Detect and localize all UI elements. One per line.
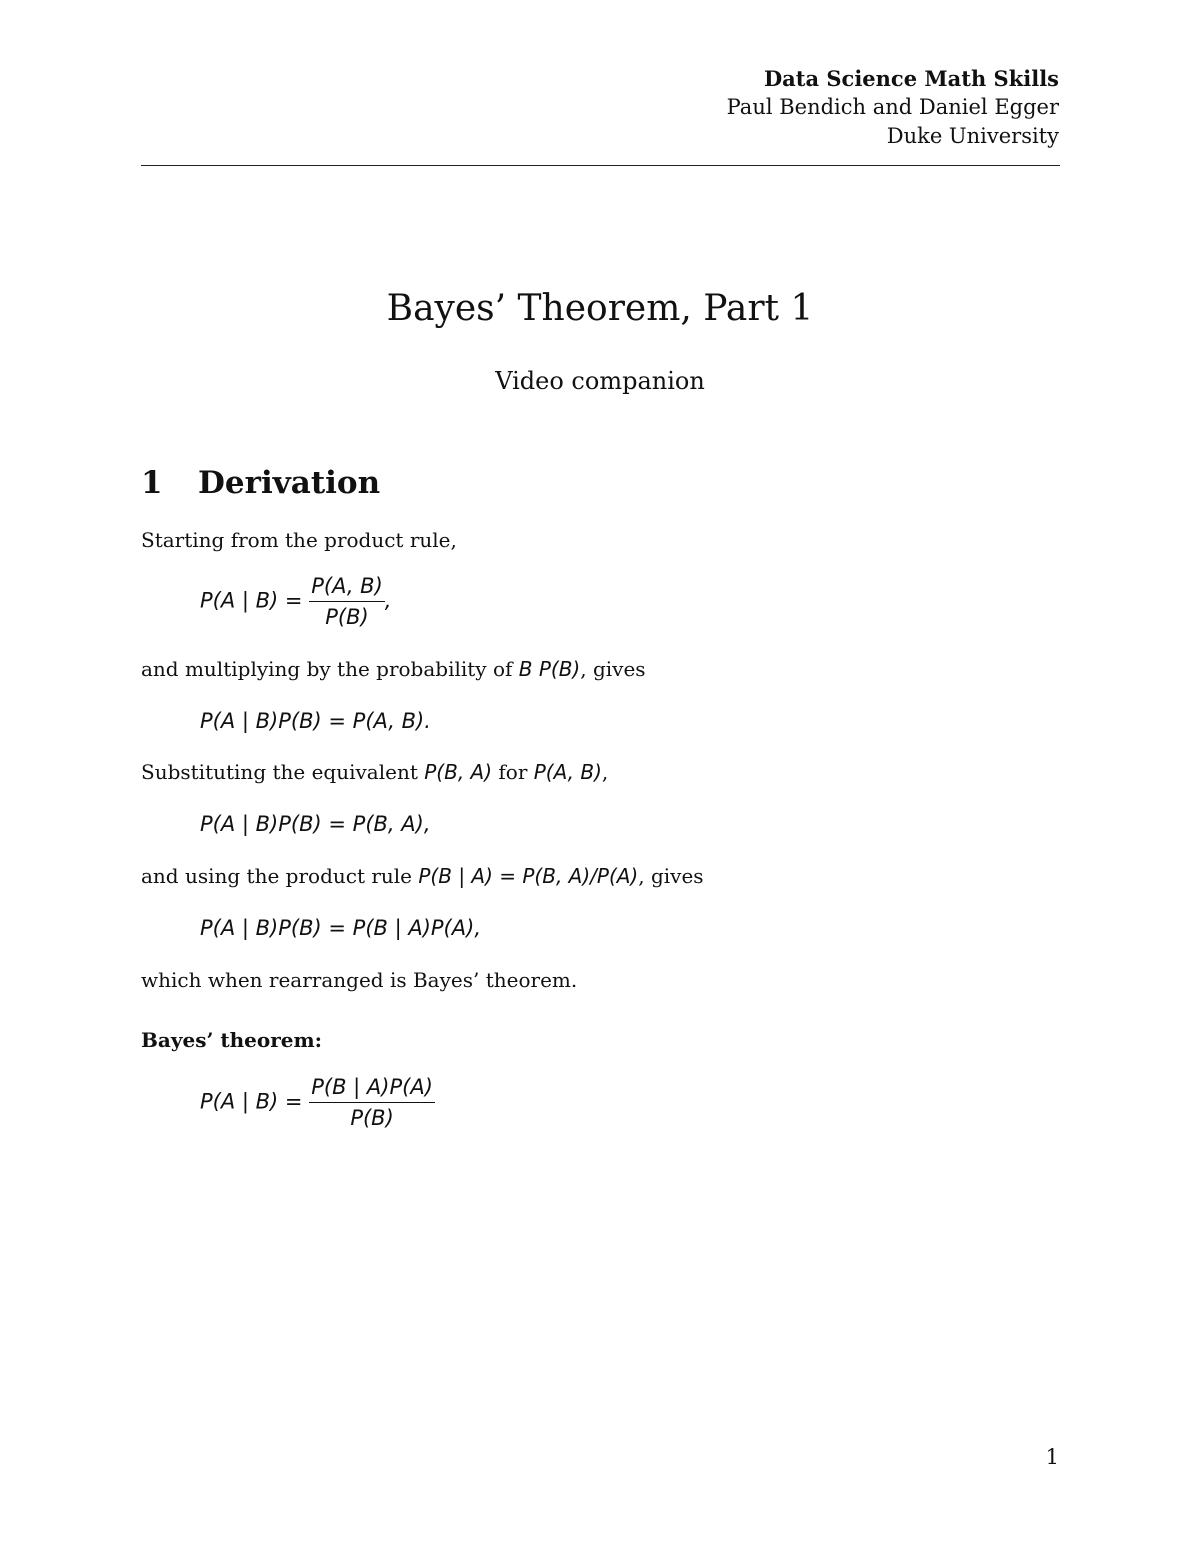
fraction (309, 574, 385, 629)
inline-math: B P(B) (518, 657, 581, 681)
fraction-numerator: P(A, B) (309, 574, 385, 602)
paragraph-text: and using the product rule (141, 864, 419, 888)
page-number: 1 (1045, 1445, 1059, 1469)
paragraph-text: , gives (580, 657, 646, 681)
equation-lhs: P(A | B) = (200, 1089, 303, 1114)
paragraph-text: , gives (638, 864, 704, 888)
section-heading (141, 465, 380, 501)
fraction-numerator: P(B | A)P(A) (309, 1075, 435, 1103)
header-course-title: Data Science Math Skills (763, 66, 1059, 91)
document-subtitle: Video companion (495, 367, 705, 395)
fraction-denominator: P(B) (325, 605, 369, 629)
paragraph-text: , (601, 760, 609, 784)
inline-math: P(B | A) = P(B, A)/P(A) (418, 864, 639, 888)
paragraph-text: for (492, 760, 534, 784)
paragraph-text: Substituting the equivalent (141, 760, 425, 784)
paragraph-substituting (141, 760, 608, 784)
paragraph-multiplying (141, 657, 646, 681)
equation-trail: , (384, 588, 392, 613)
inline-math: P(A, B) (533, 760, 602, 784)
equation-product-rule (200, 574, 391, 629)
header-institution: Duke University (886, 124, 1059, 148)
theorem-label: Bayes’ theorem: (141, 1028, 323, 1052)
paragraph-product-rule: Starting from the product rule, (141, 528, 457, 552)
paragraph-using-product-rule (141, 864, 704, 888)
section-title: Derivation (198, 465, 381, 501)
fraction (309, 1075, 435, 1130)
inline-math: P(B, A) (424, 760, 493, 784)
header-rule (141, 165, 1060, 166)
paragraph-rearranged: which when rearranged is Bayes’ theorem. (141, 968, 578, 992)
header-authors: Paul Bendich and Daniel Egger (726, 95, 1059, 119)
section-number: 1 (141, 465, 163, 501)
fraction-denominator: P(B) (350, 1106, 394, 1130)
equation-joint: P(A | B)P(B) = P(A, B). (200, 709, 431, 733)
document-title: Bayes’ Theorem, Part 1 (386, 288, 814, 329)
paragraph-text: and multiplying by the probability of (141, 657, 519, 681)
equation-rearrange: P(A | B)P(B) = P(B | A)P(A), (200, 916, 481, 940)
equation-substituted: P(A | B)P(B) = P(B, A), (200, 812, 431, 836)
equation-lhs: P(A | B) = (200, 588, 303, 613)
equation-bayes-theorem (200, 1075, 435, 1130)
